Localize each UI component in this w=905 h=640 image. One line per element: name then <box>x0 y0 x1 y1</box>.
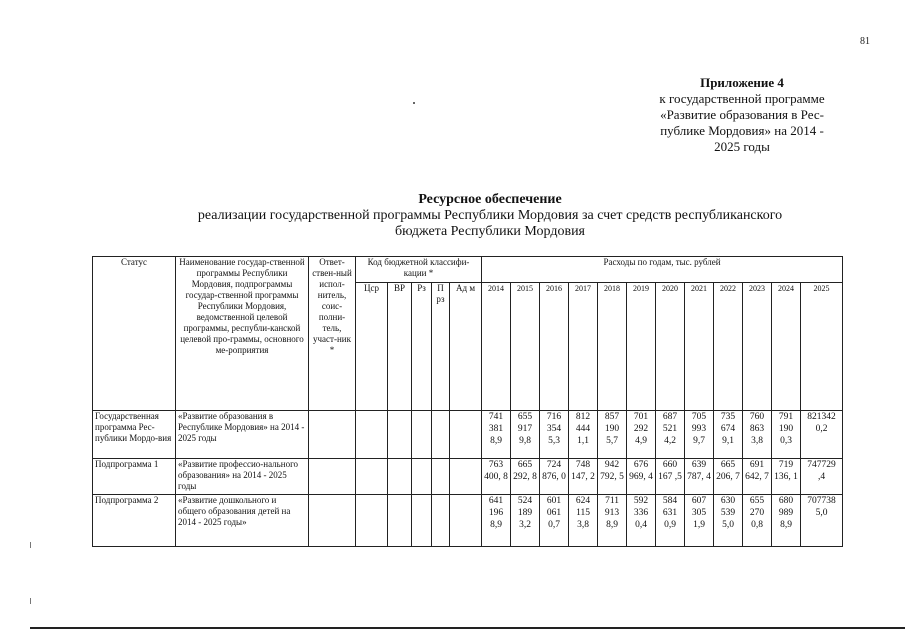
row-code <box>432 459 450 495</box>
appendix-heading: Приложение 4 <box>700 75 784 90</box>
row-name: «Развитие дошкольного и общего образования детей на 2014 - 2025 годы» <box>176 495 309 547</box>
row-value: 601 061 0,7 <box>540 495 569 547</box>
row-value: 655 917 9,8 <box>511 411 540 459</box>
margin-tick <box>30 598 31 604</box>
resource-table <box>92 256 843 547</box>
page-number: 81 <box>860 36 870 47</box>
row-value: 660 167 ,5 <box>656 459 685 495</box>
header-year: 2021 <box>685 283 714 411</box>
header-year: 2018 <box>598 283 627 411</box>
row-value: 641 196 8,9 <box>482 495 511 547</box>
row-value: 707738 5,0 <box>801 495 843 547</box>
appendix-line: к государственной программе <box>659 91 825 106</box>
header-year: 2020 <box>656 283 685 411</box>
row-code <box>356 459 388 495</box>
row-value: 748 147, 2 <box>569 459 598 495</box>
row-value: 665 292, 8 <box>511 459 540 495</box>
appendix-block <box>622 75 862 155</box>
row-name: «Развитие профессио-нального образования» на 2014 - 2025 годы <box>176 459 309 495</box>
title-line: реализации государственной программы Республики Мордовия за счет средств республиканского <box>197 208 783 223</box>
header-status: Статус <box>93 257 176 411</box>
appendix-line: «Развитие образования в Рес- <box>660 107 824 122</box>
row-code <box>356 495 388 547</box>
row-value: 639 787, 4 <box>685 459 714 495</box>
row-value: 735 674 9,1 <box>714 411 743 459</box>
row-value: 760 863 3,8 <box>743 411 772 459</box>
header-expenses: Расходы по годам, тыс. рублей <box>482 257 843 283</box>
appendix-line: 2025 годы <box>714 139 770 154</box>
header-code-adm: Ад м <box>450 283 482 411</box>
row-responsible <box>309 411 356 459</box>
table-row <box>93 459 843 495</box>
margin-tick <box>30 542 31 548</box>
row-value: 741 381 8,9 <box>482 411 511 459</box>
document-title <box>150 192 830 240</box>
stray-dot <box>413 102 415 104</box>
row-value: 624 115 3,8 <box>569 495 598 547</box>
row-value: 676 969, 4 <box>627 459 656 495</box>
row-code <box>388 411 412 459</box>
header-year: 2014 <box>482 283 511 411</box>
row-value: 607 305 1,9 <box>685 495 714 547</box>
header-code-rz: Рз <box>412 283 432 411</box>
row-code <box>412 411 432 459</box>
row-name: «Развитие образования в Республике Мордовия» на 2014 - 2025 годы <box>176 411 309 459</box>
row-code <box>450 411 482 459</box>
row-value: 711 913 8,9 <box>598 495 627 547</box>
title-line: бюджета Республики Мордовия <box>394 224 585 239</box>
row-responsible <box>309 459 356 495</box>
row-responsible <box>309 495 356 547</box>
header-code-csr: Цср <box>356 283 388 411</box>
header-code-prz: П рз <box>432 283 450 411</box>
header-responsible: Ответ-ствен-ный испол-нитель, соис-полни-тель, участ-ник * <box>309 257 356 411</box>
header-year: 2016 <box>540 283 569 411</box>
row-code <box>356 411 388 459</box>
header-name: Наименование государ-ственной программы Республики Мордовия, подпрограммы государ-ственной программы Республики Мордовия, ведомственной целевой программы, республи-канской целевой про-граммы, основного ме-роприятия <box>176 257 309 411</box>
row-value: 724 876, 0 <box>540 459 569 495</box>
row-value: 687 521 4,2 <box>656 411 685 459</box>
header-year: 2025 <box>801 283 843 411</box>
row-value: 691 642, 7 <box>743 459 772 495</box>
row-value: 524 189 3,2 <box>511 495 540 547</box>
row-value: 716 354 5,3 <box>540 411 569 459</box>
row-value: 791 190 0,3 <box>772 411 801 459</box>
row-value: 821342 0,2 <box>801 411 843 459</box>
header-year: 2017 <box>569 283 598 411</box>
row-status: Государственная программа Рес-публики Мордо-вия <box>93 411 176 459</box>
header-code-vr: ВР <box>388 283 412 411</box>
row-value: 655 270 0,8 <box>743 495 772 547</box>
row-code <box>412 495 432 547</box>
row-code <box>412 459 432 495</box>
row-value: 680 989 8,9 <box>772 495 801 547</box>
title-main: Ресурсное обеспечение <box>418 192 562 207</box>
header-year: 2022 <box>714 283 743 411</box>
header-budget-code: Код бюджетной классифи-кации * <box>356 257 482 283</box>
row-value: 857 190 5,7 <box>598 411 627 459</box>
row-value: 763 400, 8 <box>482 459 511 495</box>
row-code <box>450 495 482 547</box>
row-value: 701 292 4,9 <box>627 411 656 459</box>
header-year: 2019 <box>627 283 656 411</box>
row-code <box>388 495 412 547</box>
row-code <box>432 411 450 459</box>
table-row <box>93 495 843 547</box>
table-row <box>93 411 843 459</box>
bottom-rule <box>30 627 905 629</box>
row-value: 584 631 0,9 <box>656 495 685 547</box>
row-code <box>432 495 450 547</box>
header-year: 2024 <box>772 283 801 411</box>
appendix-line: публике Мордовия» на 2014 - <box>660 123 824 138</box>
row-value: 630 539 5,0 <box>714 495 743 547</box>
header-year: 2015 <box>511 283 540 411</box>
header-year: 2023 <box>743 283 772 411</box>
row-code <box>388 459 412 495</box>
row-value: 747729 ,4 <box>801 459 843 495</box>
row-value: 592 336 0,4 <box>627 495 656 547</box>
row-value: 719 136, 1 <box>772 459 801 495</box>
row-value: 812 444 1,1 <box>569 411 598 459</box>
row-value: 942 792, 5 <box>598 459 627 495</box>
row-value: 705 993 9,7 <box>685 411 714 459</box>
row-status: Подпрограмма 1 <box>93 459 176 495</box>
row-status: Подпрограмма 2 <box>93 495 176 547</box>
row-value: 665 206, 7 <box>714 459 743 495</box>
row-code <box>450 459 482 495</box>
